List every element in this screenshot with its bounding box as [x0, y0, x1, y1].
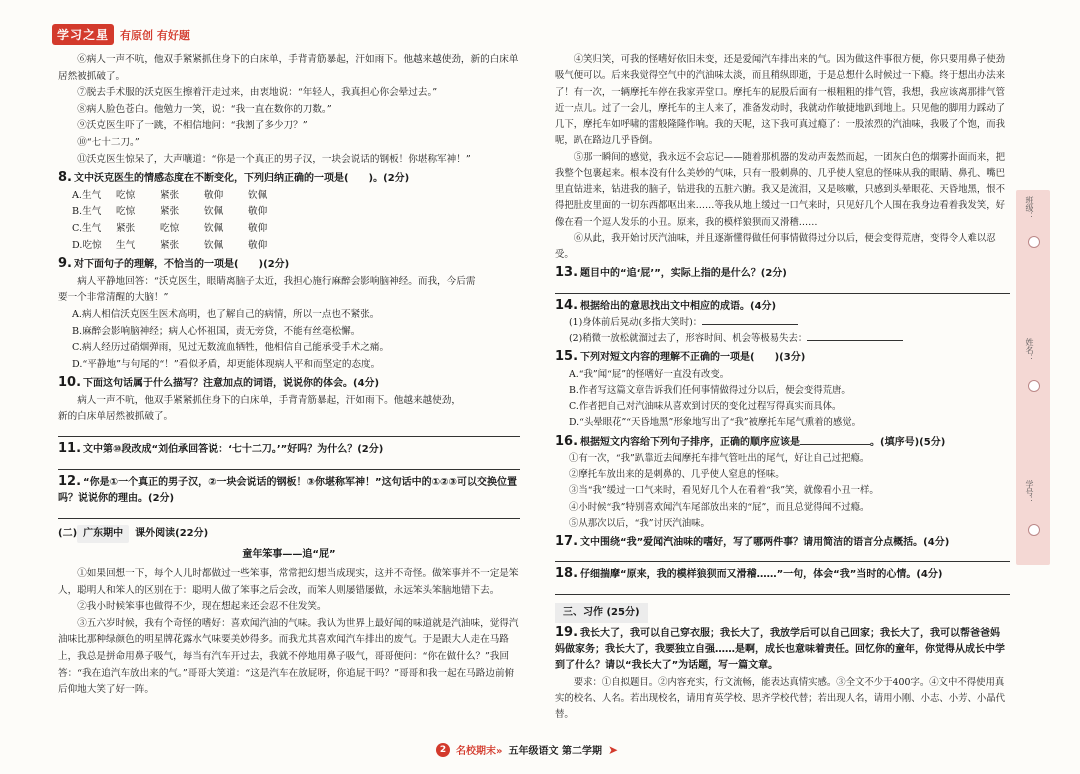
paragraph: ⑩“七十二刀。” [77, 136, 140, 148]
source-tag: 广东期中 [77, 525, 129, 544]
sub-question: (1)身体前后晃动(多指大笑时)： [555, 315, 1010, 331]
paragraph: ⑥病人一声不吭，他双手紧紧抓住身下的白床单，手背青筋暴起，汗如雨下。他越来越使劲，新的白床单居然被抓破了。 [58, 54, 519, 82]
option: ①有一次，“我”趴靠近去闻摩托车排气管吐出的尾气，好让自己过把瘾。 [569, 452, 870, 464]
option[interactable]: C.病人经历过硝烟弹雨，见过无数流血牺牲，他相信自己能承受手术之痛。 [72, 342, 390, 354]
question-13: 13. 题目中的“追‘屁’”，实际上指的是什么？(2分) [555, 265, 787, 281]
section-3-header: 三、习作 (25分) [555, 603, 648, 623]
question-8: 8. 文中沃克医生的情感态度在不断变化，下列归纳正确的一项是( )。(2分) [58, 170, 410, 186]
question-15: 15. 下列对短文内容的理解不正确的一项是( )(3分) [555, 349, 806, 365]
paragraph: ③五六岁时候，我有个奇怪的嗜好：喜欢闻汽油的气味。我认为世界上最好闻的味道就是汽油味，觉得汽油味比那种绿颜色的明星牌花露水气味要美妙得多。而我尤其喜欢闻汽车排出的废气。于是跟大人走在马路上，我总是拼命用鼻子吸气，每当有汽车开过去，我就不停地用鼻子吸气，哥哥便问：“你在做什么？”我回答：“我在追汽车放出来的气。”哥哥大笑道：“这是汽车在放屁呀，你追屁干吗？”哥哥和我一起在马路边前俯后仰地大笑了好一阵。 [58, 617, 519, 696]
option[interactable]: A.病人相信沃克医生医术高明，也了解自己的病情，所以一点也不紧张。 [72, 308, 380, 320]
logo-mark: 学习之星 [52, 24, 114, 45]
option[interactable]: B.作者写这篇文章告诉我们任何事情做得过分以后，便会变得荒唐。 [569, 384, 851, 396]
class-label: 班级： [1025, 196, 1034, 220]
answer-line[interactable] [555, 551, 1010, 562]
brand-logo [52, 24, 190, 45]
option: ④小时候“我”特别喜欢闻汽车尾部放出来的“屁”，而且总觉得闻不过瘾。 [569, 501, 870, 513]
question-9: 9. 对下面句子的理解，不恰当的一项是( )(2分) [58, 256, 290, 272]
answer-line[interactable] [555, 283, 1010, 294]
binding-strip [1016, 190, 1050, 565]
answer-blank[interactable] [800, 435, 870, 445]
paragraph: ⑨沃克医生吓了一跳，不相信地问：“我割了多少刀？” [77, 120, 308, 132]
quote: 病人平静地回答：“沃克医生，眼睛离脑子太近，我担心施行麻醉会影响脑神经。而我，今后需 [77, 275, 476, 287]
question-12: 12. “你是①一个真正的男子汉，②一块会说话的钢板！③你堪称军神！”这句话中的①②③可以交换位置吗？说说你的理由。(2分) [58, 473, 517, 505]
option[interactable]: C.作者把自己对汽油味从喜欢到讨厌的变化过程写得真实而具体。 [569, 401, 842, 412]
paragraph: ⑦脱去手术服的沃克医生擦着汗走过来，由衷地说：“年轻人，我真担心你会晕过去。” [77, 87, 438, 99]
logo-slogan: 有原创 有好题 [120, 28, 190, 42]
punch-hole-icon [1028, 524, 1040, 536]
option[interactable]: B.麻醉会影响脑神经；病人心怀祖国，责无旁贷，不能有丝毫松懈。 [72, 325, 361, 337]
footer-brand: 名校期末» [456, 746, 503, 757]
right-column [555, 52, 1010, 723]
option: ③当“我”缓过一口气来时，看见好几个人在看着“我”笑，就像看小丑一样。 [569, 485, 879, 497]
section-header: (二) 广东期中 课外阅读(22分) [58, 525, 520, 544]
option[interactable]: D.“平静地”与句尾的“！”看似矛盾，却更能体现病人平和而坚定的态度。 [72, 358, 381, 370]
student-id-label: 学号： [1025, 480, 1034, 504]
sub-question: (2)稍微一放松就溜过去了，形容时间、机会等极易失去： [555, 331, 1010, 347]
quote: 病人一声不吭，他双手紧紧抓住身下的白床单，手背青筋暴起，汗如雨下。他越来越使劲， [77, 394, 461, 406]
punch-hole-icon [1028, 380, 1040, 392]
footer-course: 五年级语文 第二学期 [508, 746, 602, 757]
paragraph: ①如果回想一下，每个人儿时都做过一些笨事，常常把幻想当成现实，这并不奇怪。做笨事并不一定是笨人，聪明人和笨人的区别在于：聪明人做了笨事之后会改，而笨人则屡错屡做，永远笨头笨脑地错下去。 [58, 568, 519, 596]
paragraph: ②我小时候笨事也做得不少，现在想起来还会忍不住发笑。 [77, 601, 327, 613]
paragraph: ⑤那一瞬间的感觉，我永远不会忘记——随着那机器的发动声轰然而起，一团灰白色的烟雾扑面而来，把我整个包裹起来。根本没有什么美妙的气味，只有一股刺鼻的、几乎使人窒息的怪味从我的眼睛、鼻孔、嘴巴里直钻进来，钻进我的脑子，钻进我的五脏六腑。我又是流泪，又是咳嗽，只感到头晕眼花、天昏地黑，恨不得把肚皮里面的一切东西都呕出来……等我从地上缓过一口气来时，只见好几个人围在我身边看着我发笑，好像在看一个逗人发乐的小丑。原来，我的模样狼狈而又滑稽…… [555, 151, 1006, 228]
requirements: 要求：①自拟题目。②内容充实，行文流畅，能表达真情实感。③全文不少于400字。④文中不得使用真实的校名、人名。若出现校名，请用育英学校、思齐学校代替；若出现人名，请用小刚、小志、小芳、小晶代替。 [555, 676, 1006, 720]
answer-line[interactable] [58, 459, 520, 470]
question-11: 11. 文中第⑩段改成“刘伯承回答说：‘七十二刀。’”好吗？为什么？(2分) [58, 441, 384, 457]
page-footer [436, 742, 618, 757]
answer-blank[interactable] [807, 331, 903, 341]
paragraph: ④笑归笑，可我的怪嗜好依旧未变，还是爱闻汽车排出来的气。因为做这件事很方便，你只要用鼻子使劲吸气便可以。后来我觉得空气中的汽油味太淡，而且稍纵即逝，于是总想什么时候过一下瘾。终于想出办法来了！有一次，一辆摩托车停在我家弄堂口。摩托车的屁股后面有一根粗粗的排气管，我想，我应该离那排气管近一点儿。过了一会儿，摩托车的主人来了，准备发动时，我就动作敏捷地趴到地上。只见他的脚用力踩动了几下，摩托车如呼啸的雷般隆隆作响。我的天呢，这下我可真过瘾了：一股浓烈的汽油味，我吸了个饱，而我呢，趴在路边几乎昏倒。 [555, 54, 1006, 147]
option: ⑤从那次以后，“我”讨厌汽油味。 [569, 517, 710, 529]
option-row[interactable]: B.生气 吃惊 紧张 钦佩 敬仰 [72, 206, 268, 218]
option-row[interactable]: C.生气 紧张 吃惊 钦佩 敬仰 [72, 222, 268, 234]
question-14: 14. 根据给出的意思找出文中相应的成语。(4分) [555, 297, 777, 313]
option[interactable]: A.“我”闻“屁”的怪嗜好一直没有改变。 [569, 368, 730, 380]
question-17: 17. 文中围绕“我”爱闻汽油味的嗜好，写了哪两件事？请用简洁的语言分点概括。(4分) [555, 534, 950, 549]
option[interactable]: D.“头晕眼花”“天昏地黑”形象地写出了“我”被摩托车尾气熏着的感觉。 [569, 417, 862, 429]
question-18: 18. 仔细揣摩“原来，我的模样狼狈而又滑稽……”一句，体会“我”当时的心情。(4分) [555, 566, 943, 582]
question-16: 16. 根据短文内容给下列句子排序，正确的顺序应该是 。(填序号)(5分) [555, 433, 946, 449]
answer-blank[interactable] [702, 315, 798, 325]
name-label: 姓名： [1025, 338, 1034, 362]
quote: 新的白床单居然被抓破了。 [58, 411, 174, 423]
paragraph: ⑥从此，我开始讨厌汽油味，并且逐渐懂得做任何事情做得过分以后，便会变得荒唐，变得令人难以忍受。 [555, 232, 996, 260]
option-row[interactable]: D.吃惊 生气 紧张 钦佩 敬仰 [72, 239, 268, 251]
option: ②摩托车放出来的是刺鼻的、几乎使人窒息的怪味。 [569, 469, 785, 480]
question-10: 10. 下面这句话属于什么描写？注意加点的词语，说说你的体会。(4分) [58, 375, 380, 391]
answer-line[interactable] [58, 508, 520, 519]
answer-line[interactable] [58, 426, 520, 437]
paragraph: ⑪沃克医生惊呆了，大声嚷道：“你是一个真正的男子汉，一块会说话的钢板！你堪称军神！” [77, 153, 471, 165]
article-title: 童年笨事——追“屁” [242, 549, 336, 561]
page-number: 2 [436, 743, 450, 757]
option-row[interactable]: A.生气 吃惊 紧张 敬仰 钦佩 [72, 189, 268, 201]
arrow-icon: ➤ [607, 742, 619, 757]
answer-line[interactable] [555, 584, 1010, 595]
quote: 要一个非常清醒的大脑！” [58, 292, 169, 304]
question-19: 19. 我长大了，我可以自己穿衣服；我长大了，我放学后可以自己回家；我长大了，我可以帮爸爸妈妈做家务；我长大了，我要独立自强……是啊，成长也意味着责任。回忆你的童年，你觉得从成长中学到了什么？请以“我长大了”为话题，写一篇文章。 [555, 624, 1005, 672]
punch-hole-icon [1028, 236, 1040, 248]
left-column [58, 52, 520, 699]
paragraph: ⑧病人脸色苍白。他勉力一笑，说：“我一直在数你的刀数。” [77, 103, 332, 115]
